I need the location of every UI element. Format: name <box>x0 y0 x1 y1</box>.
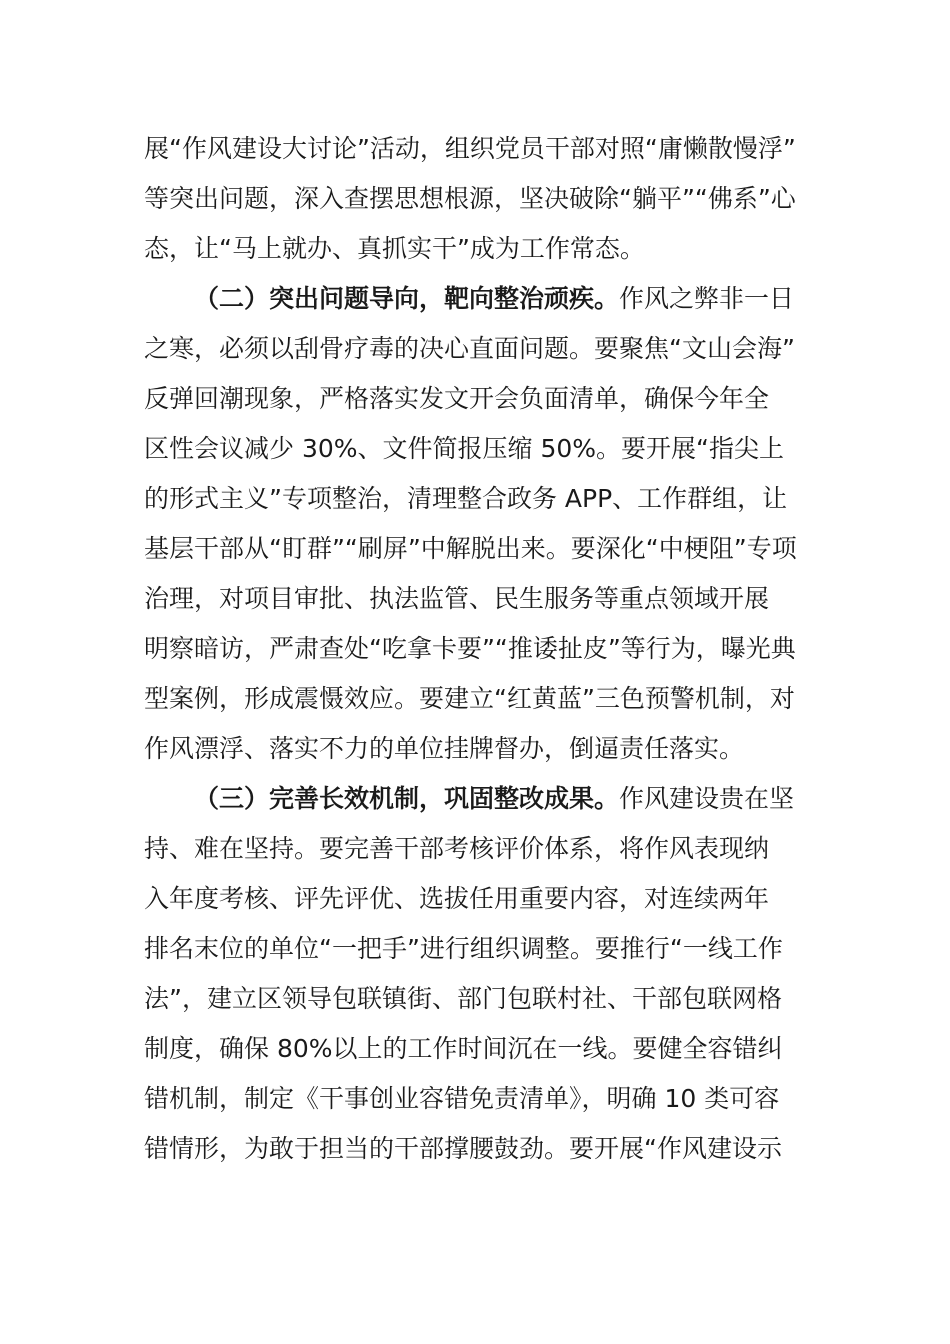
text-line: 态，让“马上就办、真抓实干”成为工作常态。 <box>144 234 645 263</box>
text-line: 型案例，形成震慑效应。要建立“红黄蓝”三色预警机制，对 <box>144 684 795 713</box>
text-line: 明察暗访，严肃查处“吃拿卡要”“推诿扯皮”等行为，曝光典 <box>144 634 796 663</box>
text-line: 法”，建立区领导包联镇街、部门包联村社、干部包联网格 <box>144 984 782 1013</box>
section-heading: （三）完善长效机制，巩固整改成果。 <box>194 784 620 813</box>
text-line: 入年度考核、评先评优、选拔任用重要内容，对连续两年 <box>144 884 770 913</box>
text-line: 错机制，制定《干事创业容错免责清单》，明确 10 类可容 <box>144 1084 780 1113</box>
text-line: 展“作风建设大讨论”活动，组织党员干部对照“庸懒散慢浮” <box>144 134 796 163</box>
paragraph-first-line <box>144 774 806 824</box>
text-line: 错情形，为敢于担当的干部撑腰鼓劲。要开展“作风建设示 <box>144 1134 782 1163</box>
text-line: 治理，对项目审批、执法监管、民生服务等重点领域开展 <box>144 584 770 613</box>
text-line: 作风漂浮、落实不力的单位挂牌督办，倒逼责任落实。 <box>144 734 745 763</box>
text-line: 持、难在坚持。要完善干部考核评价体系，将作风表现纳 <box>144 834 770 863</box>
text-line: 制度，确保 80%以上的工作时间沉在一线。要健全容错纠 <box>144 1034 783 1063</box>
paragraph-first-line <box>144 274 806 324</box>
body-text <box>144 124 806 1174</box>
text-line: 区性会议减少 30%、文件简报压缩 50%。要开展“指尖上 <box>144 434 784 463</box>
section-heading: （二）突出问题导向，靶向整治顽疾。 <box>194 284 620 313</box>
text-line: 之寒，必须以刮骨疗毒的决心直面问题。要聚焦“文山会海” <box>144 334 795 363</box>
text-run: 作风之弊非一日 <box>619 284 795 313</box>
text-line: 的形式主义”专项整治，清理整合政务 APP、工作群组，让 <box>144 484 788 513</box>
text-line: 基层干部从“盯群”“刷屏”中解脱出来。要深化“中梗阻”专项 <box>144 534 797 563</box>
text-line: 排名末位的单位“一把手”进行组织调整。要推行“一线工作 <box>144 934 783 963</box>
text-run: 作风建设贵在坚 <box>619 784 795 813</box>
text-line: 等突出问题，深入查摆思想根源，坚决破除“躺平”“佛系”心 <box>144 184 796 213</box>
text-line: 反弹回潮现象，严格落实发文开会负面清单，确保今年全 <box>144 384 770 413</box>
